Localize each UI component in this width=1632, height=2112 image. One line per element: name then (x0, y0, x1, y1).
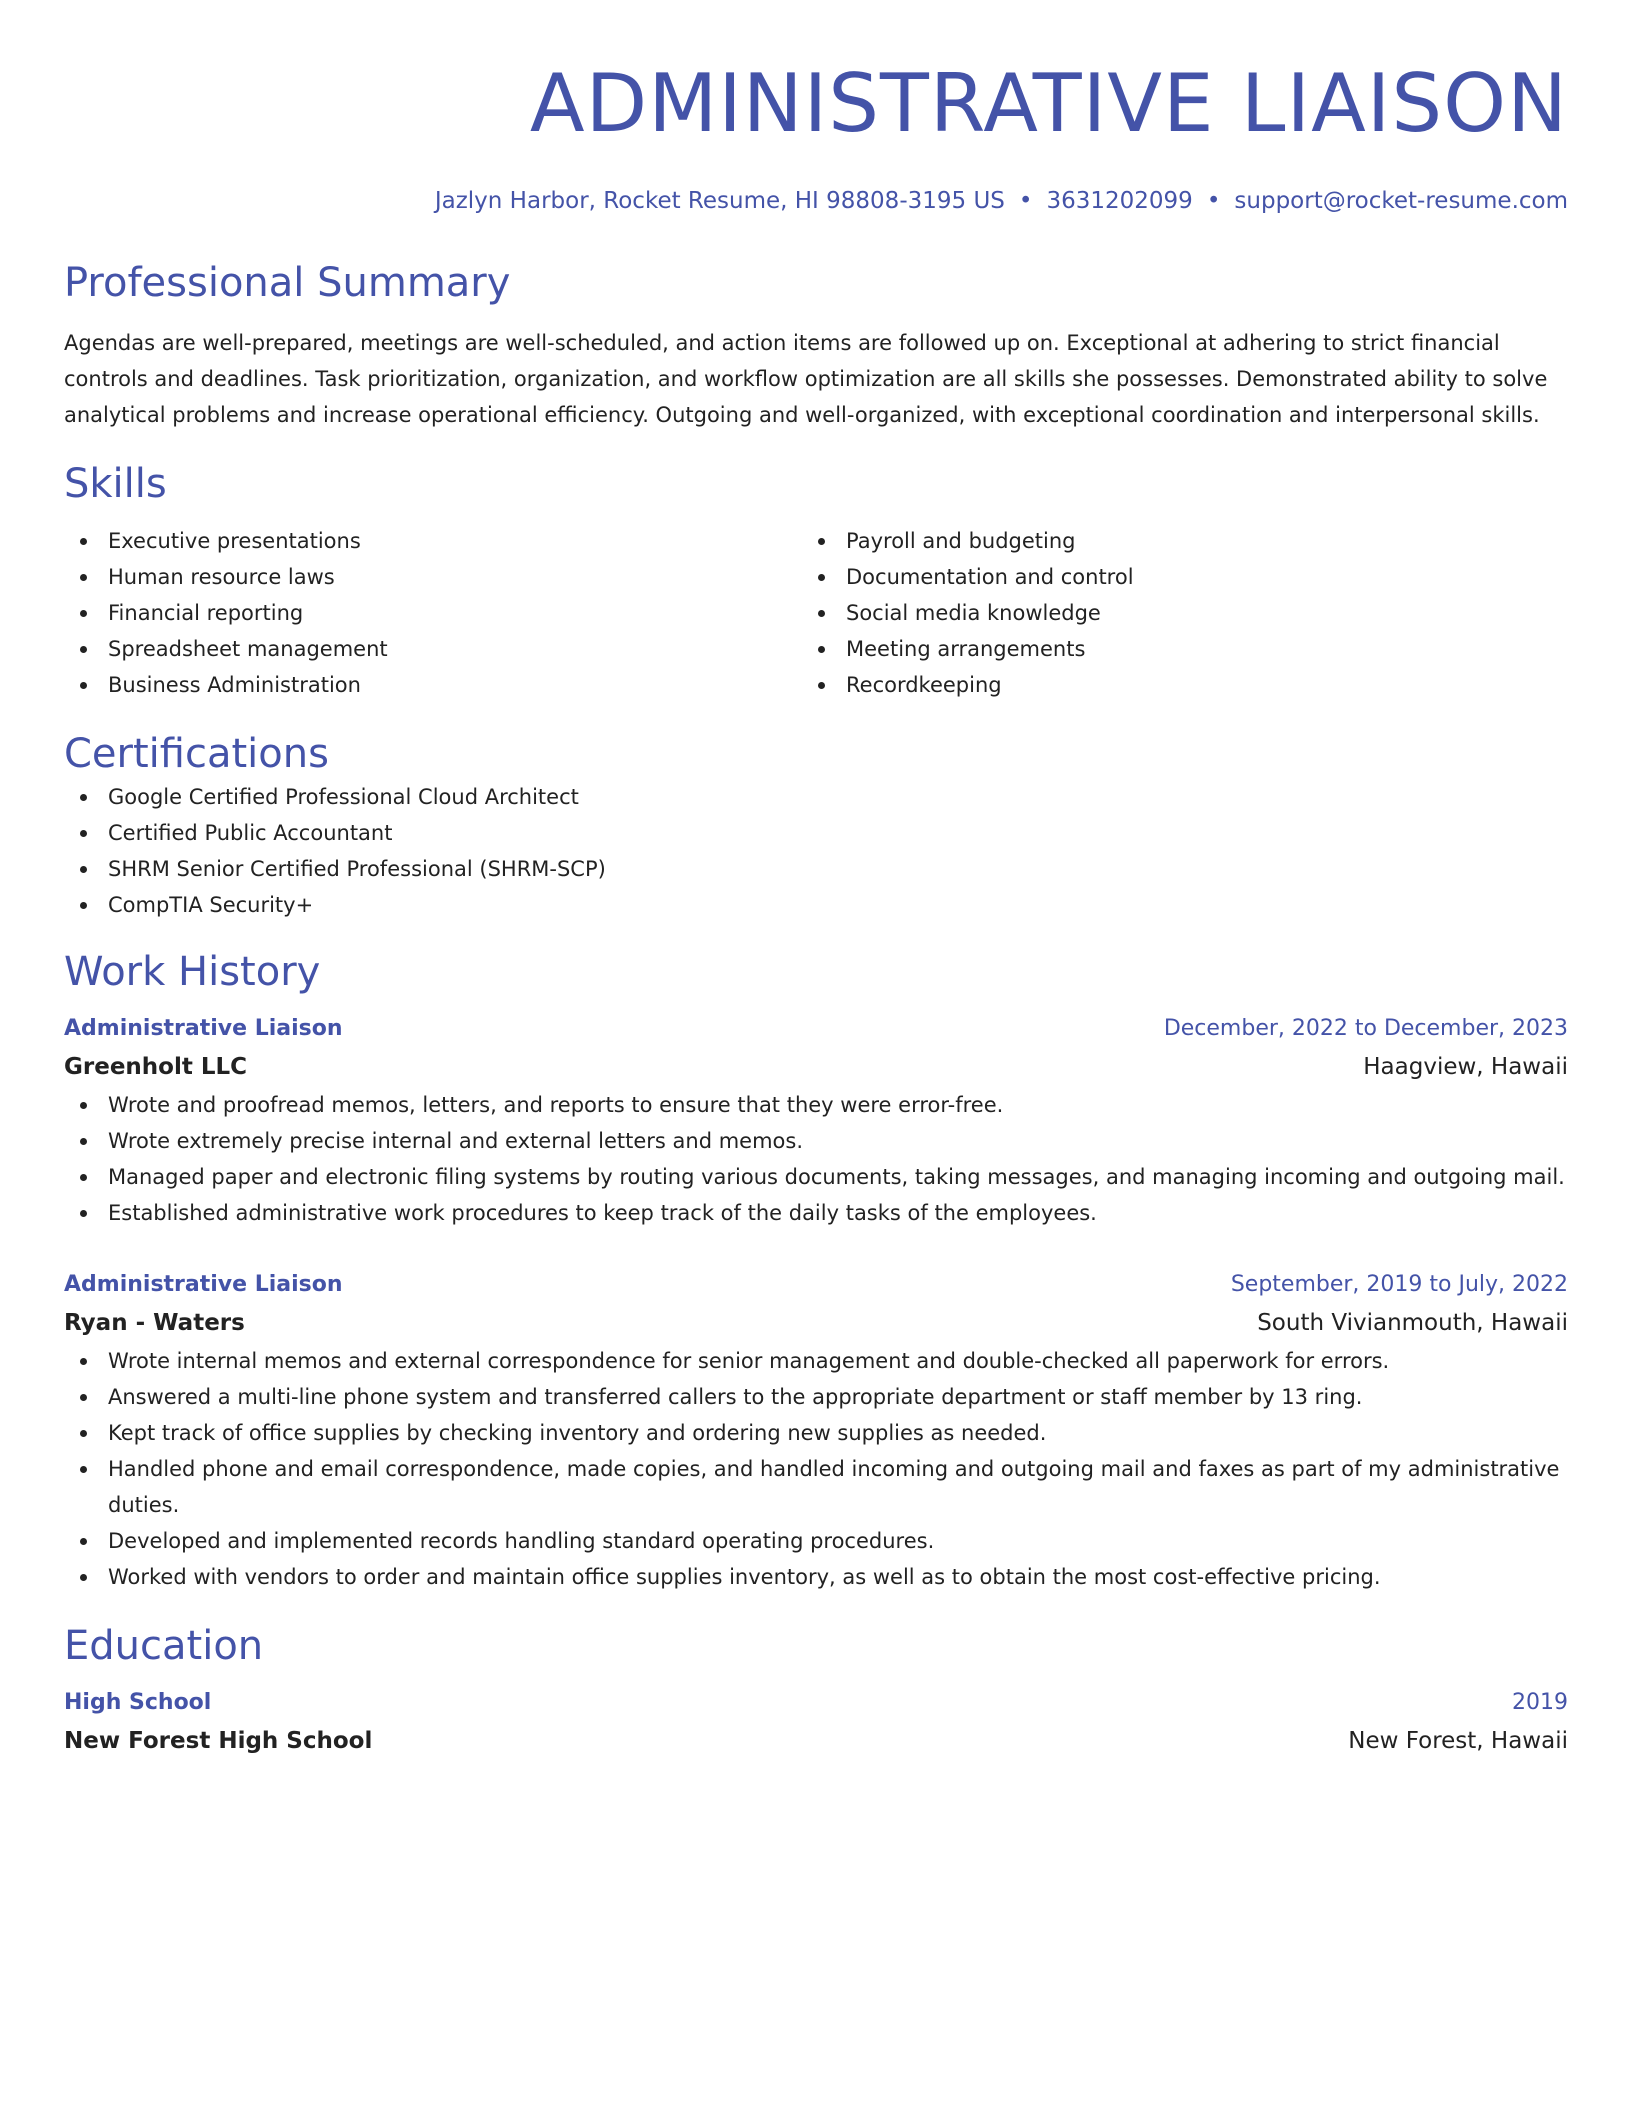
skill-item: Financial reporting (64, 595, 802, 631)
education-heading: Education (64, 1623, 264, 1669)
education-header-row (64, 1685, 1568, 1721)
skills-section (64, 459, 1568, 703)
job-bullet: Established administrative work procedures to keep track of the daily tasks of the employees. (64, 1195, 1568, 1231)
work-history-heading: Work History (64, 949, 321, 995)
contact-email: support@rocket-resume.com (1234, 188, 1568, 214)
job-bullet: Answered a multi-line phone system and transferred callers to the appropriate department or staff member by 13 ring. (64, 1379, 1568, 1415)
job-bullet: Wrote extremely precise internal and external letters and memos. (64, 1123, 1568, 1159)
summary-text: Agendas are well-prepared, meetings are well-scheduled, and action items are followed up on. Exceptional at adhering to strict financial controls and deadlines. Task prioritization, organization, and workflow optimization are all skills she possesses. Demonstrated ability to solve analytical problems and increase operational efficiency. Outgoing and well-organized, with exceptional coordination and interpersonal skills. (64, 331, 1548, 427)
skill-item: Spreadsheet management (64, 631, 802, 667)
skill-item: Payroll and budgeting (802, 523, 1540, 559)
skill-item: Business Administration (64, 667, 802, 703)
job-bullet: Handled phone and email correspondence, made copies, and handled incoming and outgoing mail and faxes as part of my administrative duties. (64, 1451, 1568, 1523)
job-title: Administrative Liaison (64, 1016, 343, 1041)
education-location: New Forest, Hawaii (1348, 1728, 1568, 1754)
summary-heading: Professional Summary (64, 260, 511, 306)
education-entry (64, 1685, 1568, 1761)
job-location: South Vivianmouth, Hawaii (1257, 1310, 1568, 1336)
job-dates: December, 2022 to December, 2023 (1163, 1016, 1568, 1041)
work-history-section (64, 947, 1568, 1595)
contact-phone: 3631202099 (1046, 188, 1193, 214)
skill-item: Documentation and control (802, 559, 1540, 595)
certification-item: Google Certified Professional Cloud Architect (64, 779, 1568, 815)
job-bullets (64, 1087, 1568, 1231)
job-bullet: Wrote and proofread memos, letters, and reports to ensure that they were error-free. (64, 1087, 1568, 1123)
job-bullet: Developed and implemented records handling standard operating procedures. (64, 1523, 1568, 1559)
certification-item: SHRM Senior Certified Professional (SHRM-SCP) (64, 851, 1568, 887)
job-company: Greenholt LLC (64, 1054, 248, 1080)
job-bullet: Kept track of office supplies by checking inventory and ordering new supplies as needed. (64, 1415, 1568, 1451)
education-year: 2019 (1512, 1690, 1568, 1715)
skills-list-right (802, 523, 1540, 703)
education-school: New Forest High School (64, 1728, 373, 1754)
certifications-heading: Certifications (64, 731, 329, 777)
certifications-section (64, 729, 1568, 923)
job-bullet: Managed paper and electronic filing systems by routing various documents, taking messages, and managing incoming and outgoing mail. (64, 1159, 1568, 1195)
job-bullet: Wrote internal memos and external correspondence for senior management and double-checked all paperwork for errors. (64, 1343, 1568, 1379)
job-dates: September, 2019 to July, 2022 (1230, 1272, 1568, 1297)
certification-item: CompTIA Security+ (64, 887, 1568, 923)
job-title: Administrative Liaison (64, 1272, 343, 1297)
job-location: Haagview, Hawaii (1363, 1054, 1568, 1080)
resume-header (64, 58, 1568, 216)
job-entry (64, 1011, 1568, 1231)
certifications-list (64, 779, 1568, 923)
job-header-row (64, 1011, 1568, 1047)
skills-list-left (64, 523, 802, 703)
skill-item: Executive presentations (64, 523, 802, 559)
candidate-title: ADMINISTRATIVE LIAISON (529, 57, 1568, 150)
skill-item: Recordkeeping (802, 667, 1540, 703)
summary-section (64, 258, 1568, 433)
contact-separator: • (1206, 188, 1221, 214)
education-school-row (64, 1721, 1568, 1761)
job-bullet: Worked with vendors to order and maintain office supplies inventory, as well as to obtain the most cost-effective pricing. (64, 1559, 1568, 1595)
skill-item: Human resource laws (64, 559, 802, 595)
job-entry (64, 1267, 1568, 1595)
contact-address: Jazlyn Harbor, Rocket Resume, HI 98808-3195 US (434, 188, 1005, 214)
skill-item: Meeting arrangements (802, 631, 1540, 667)
skills-grid (64, 523, 1568, 703)
skills-heading: Skills (64, 461, 167, 507)
certification-item: Certified Public Accountant (64, 815, 1568, 851)
job-company: Ryan - Waters (64, 1310, 245, 1336)
contact-separator: • (1018, 188, 1033, 214)
job-company-row (64, 1047, 1568, 1087)
job-header-row (64, 1267, 1568, 1303)
education-section (64, 1621, 1568, 1761)
job-company-row (64, 1303, 1568, 1343)
education-degree: High School (64, 1690, 212, 1715)
skill-item: Social media knowledge (802, 595, 1540, 631)
job-bullets (64, 1343, 1568, 1595)
contact-line (64, 186, 1568, 216)
